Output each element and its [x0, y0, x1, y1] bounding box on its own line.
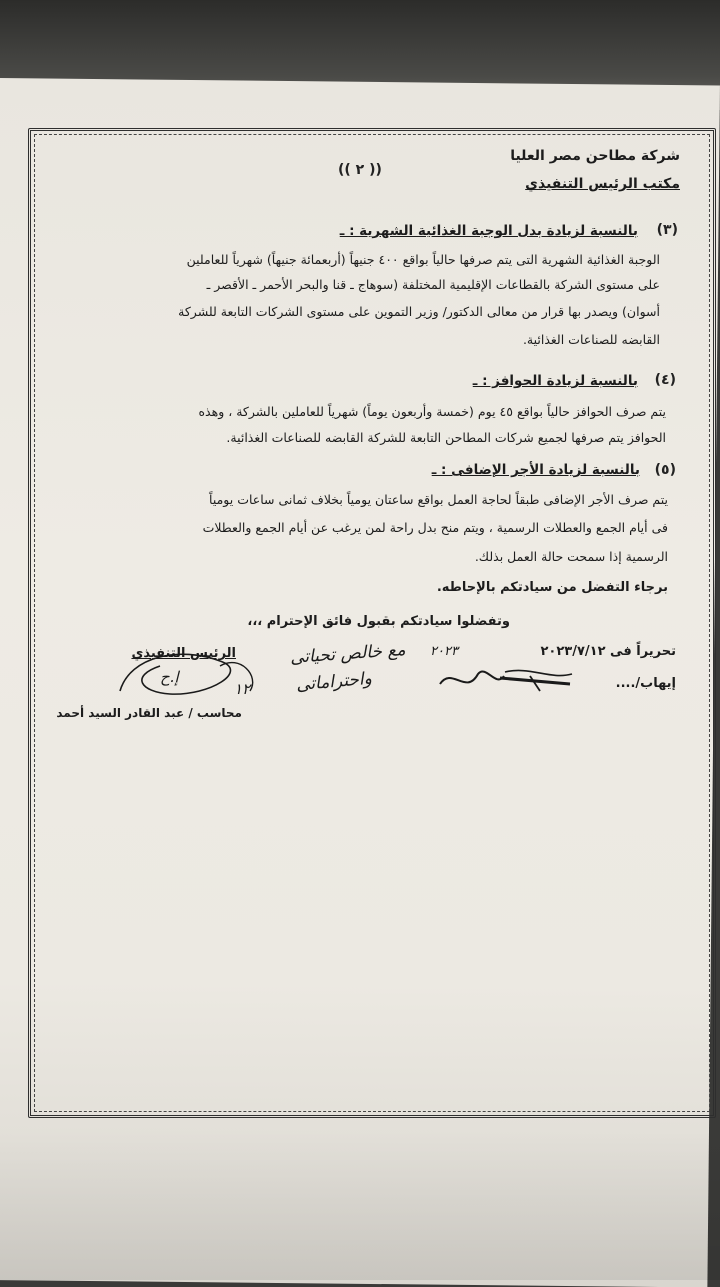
- section-number: (٣): [656, 222, 678, 238]
- paragraph-line: الحوافز يتم صرفها لجميع شركات المطاحن التابعة للشركة القابضه للصناعات الغذائية.: [226, 430, 666, 445]
- closing-regards: وتفضلوا سيادتكم بقبول فائق الإحترام ،،،: [247, 614, 510, 629]
- section-heading: بالنسبة لزيادة الحوافز : ـ: [472, 373, 638, 389]
- paragraph-line: يتم صرف الأجر الإضافى طبقاً لحاجة العمل بواقع ساعتان يومياً بخلاف ثمانى ساعات يومياً: [209, 492, 668, 507]
- handwritten-note: مع خالص تحياتى: [289, 639, 407, 669]
- company-name: شركة مطاحن مصر العليا: [510, 148, 680, 164]
- section-heading: بالنسبة لزيادة بدل الوجبة الغذائية الشهرية : ـ: [339, 223, 638, 239]
- reference-initials: إيهاب/....: [615, 676, 676, 691]
- paragraph-line: على مستوى الشركة بالقطاعات الإقليمية المختلفة (سوهاج ـ قنا والبحر الأحمر ـ الأقصر ـ: [206, 277, 660, 292]
- office-name: مكتب الرئيس التنفيذي: [525, 176, 680, 192]
- section-number: (٥): [654, 462, 676, 478]
- closing-request: برجاء التفضل من سيادتكم بالإحاطه.: [436, 580, 668, 595]
- signer-title: الرئيس التنفيذي: [131, 646, 236, 661]
- paragraph-line: فى أيام الجمع والعطلات الرسمية ، ويتم منح بدل راحة لمن يرغب عن أيام الجمع والعطلات: [202, 520, 668, 535]
- date-line: تحريراً فى ٢٠٢٣/٧/١٢: [540, 644, 676, 659]
- section-number: (٤): [654, 372, 676, 388]
- handwritten-note: واحتراماتى: [295, 668, 373, 696]
- paragraph-line: الوجبة الغذائية الشهرية التى يتم صرفها حالياً بواقع ٤٠٠ جنيهاً (أربعمائة جنيهاً) شهرياً للعاملين: [186, 252, 660, 267]
- accountant-name: محاسب / عبد القادر السيد أحمد: [56, 706, 242, 720]
- paragraph-line: أسوان) ويصدر بها قرار من معالى الدكتور/ وزير التموين على مستوى الشركات التابعة للشركة: [178, 304, 660, 319]
- handwritten-initials: إ.ح: [160, 668, 179, 686]
- paragraph-line: يتم صرف الحوافز حالياً بواقع ٤٥ يوم (خمسة وأربعون يوماً) شهرياً للعاملين بالشركة ، وهذه: [198, 404, 666, 419]
- paragraph-line: الرسمية إذا سمحت حالة العمل بذلك.: [474, 549, 668, 564]
- handwritten-year: ٢٠٢٣: [430, 644, 458, 659]
- signature-scribble: [100, 636, 580, 716]
- section-heading: بالنسبة لزيادة الأجر الإضافى : ـ: [431, 462, 640, 478]
- page-shadow: [0, 1130, 720, 1280]
- page-number: (( ٢ )): [338, 162, 382, 178]
- handwritten-day: ١٢: [234, 680, 251, 698]
- paragraph-line: القابضه للصناعات الغذائية.: [522, 332, 660, 347]
